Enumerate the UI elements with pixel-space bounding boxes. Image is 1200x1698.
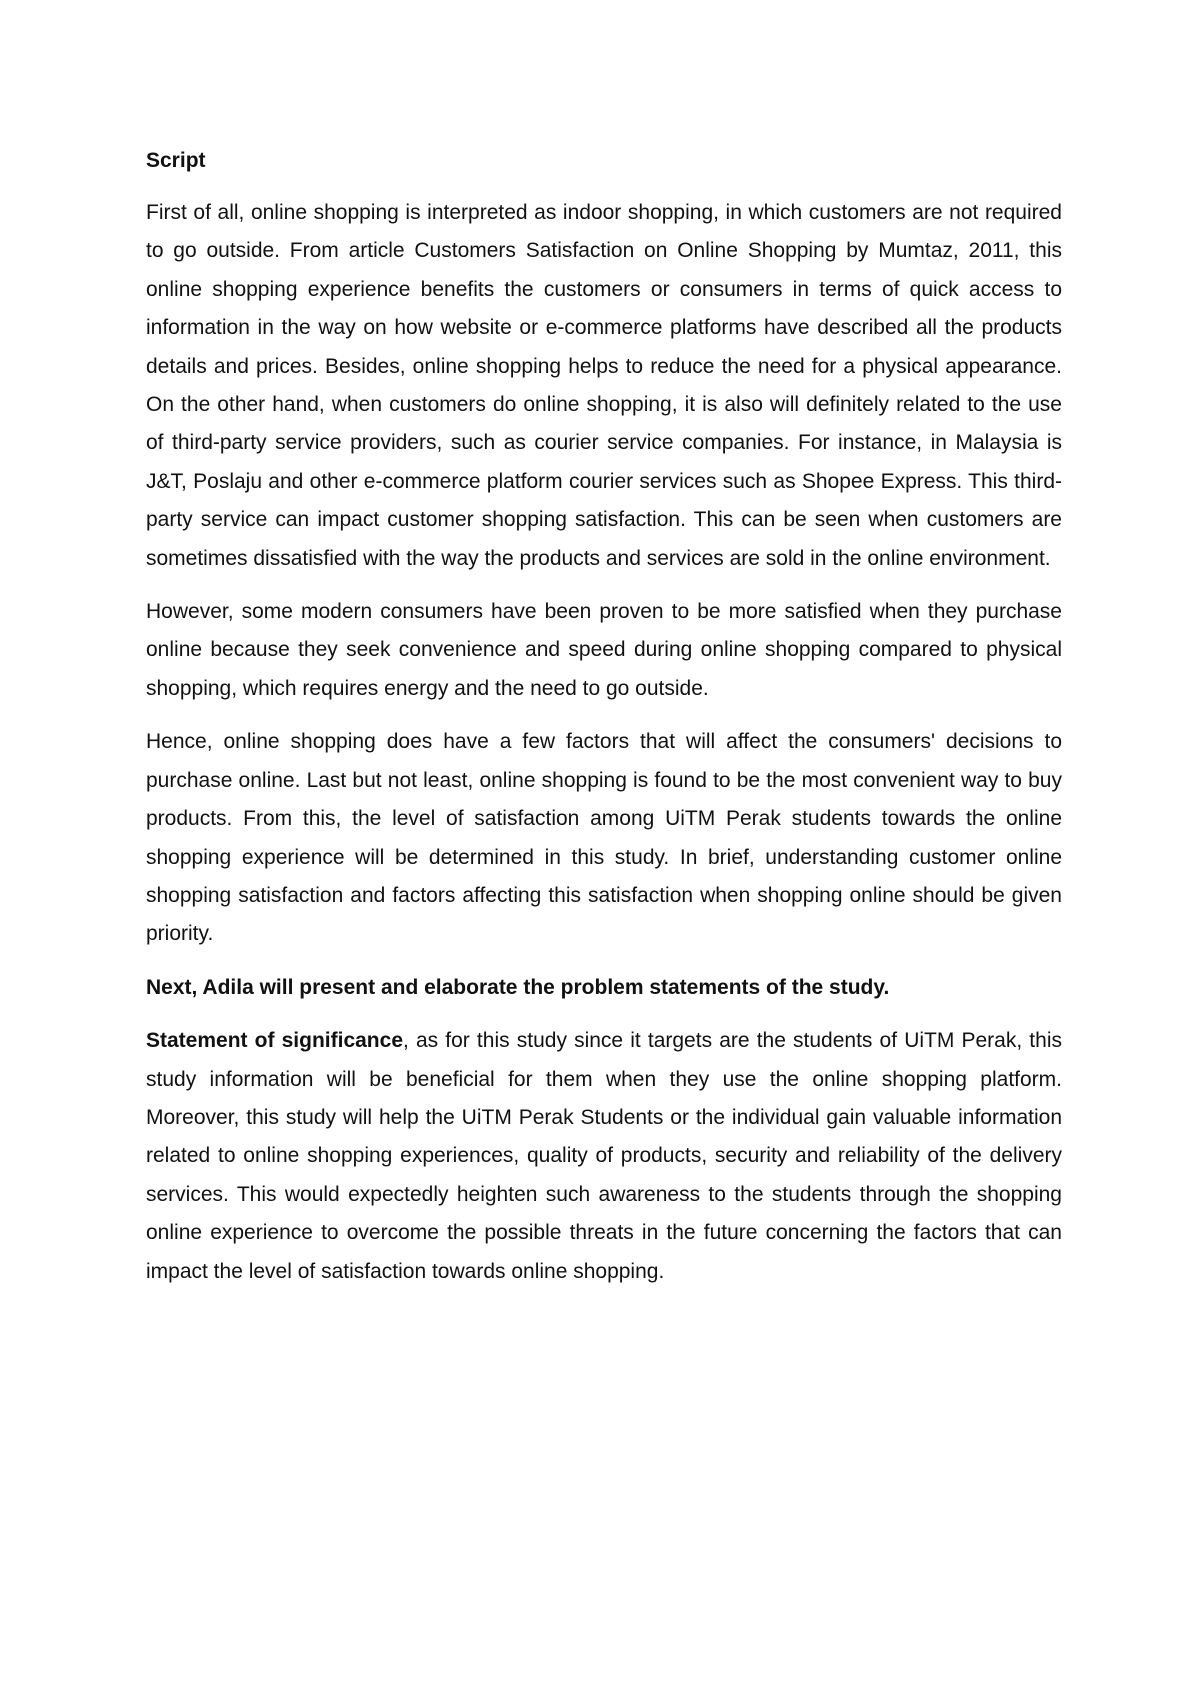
significance-heading: Statement of significance xyxy=(146,1029,403,1053)
paragraph-hence: Hence, online shopping does have a few factors that will affect the consumers' decisions to purchase online. Last but not least, online shopping is found to be the most convenient way to buy products. From this, the level of satisfaction among UiTM Perak students towards the online shopping experience will be determined in this study. In brief, understanding customer online shopping satisfaction and factors affecting this satisfaction when shopping online should be given priority. xyxy=(146,730,1062,946)
significance-text: , as for this study since it targets are the students of UiTM Perak, this study information will be beneficial for them when they use the online shopping platform. Moreover, this study will help the UiTM Perak Students or the individual gain valuable information related to online shopping experiences, quality of products, security and reliability of the delivery services. This would expectedly heighten such awareness to the students through the shopping online experience to overcome the possible threats in the future concerning the factors that can impact the level of satisfaction towards online shopping. xyxy=(146,1029,1062,1283)
paragraph-significance xyxy=(146,1022,1062,1291)
paragraph-next-presenter: Next, Adila will present and elaborate the problem statements of the study. xyxy=(146,975,890,999)
paragraph-intro: First of all, online shopping is interpreted as indoor shopping, in which customers are not required to go outside. From article Customers Satisfaction on Online Shopping by Mumtaz, 2011, this online shopping experience benefits the customers or consumers in terms of quick access to information in the way on how website or e-commerce platforms have described all the products details and prices. Besides, online shopping helps to reduce the need for a physical appearance. On the other hand, when customers do online shopping, it is also will definitely related to the use of third-party service providers, such as courier service companies. For instance, in Malaysia is J&T, Poslaju and other e-commerce platform courier services such as Shopee Express. This third-party service can impact customer shopping satisfaction. This can be seen when customers are sometimes dissatisfied with the way the products and services are sold in the online environment. xyxy=(146,201,1062,570)
paragraph-however: However, some modern consumers have been proven to be more satisfied when they purchase online because they seek convenience and speed during online shopping compared to physical shopping, which requires energy and the need to go outside. xyxy=(146,600,1062,700)
document-title: Script xyxy=(146,149,206,172)
document-body xyxy=(146,142,1062,1306)
